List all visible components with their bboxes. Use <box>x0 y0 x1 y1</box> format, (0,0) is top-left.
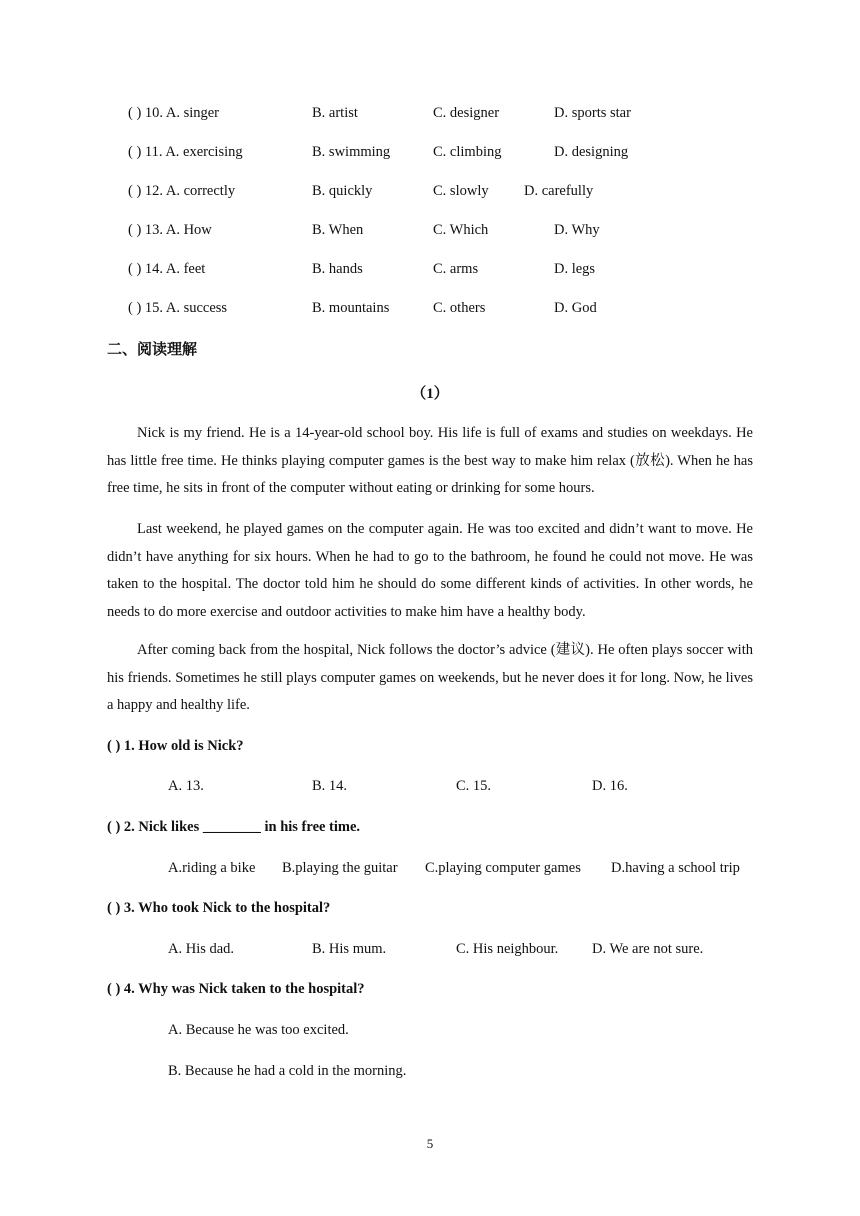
mc-option-b: B. When <box>312 222 364 238</box>
question-option: C. His neighbour. <box>456 941 559 957</box>
passage-paragraph-1: Nick is my friend. He is a 14-year-old school boy. His life is full of exams and studies on weekdays. He has little free time. He thinks playing computer games is the best way to make him relax (放松). When he has free time, he sits in front of the computer without eating or drinking for some hours. <box>107 425 753 496</box>
mc-item-12: ( ) 12. A. correctly <box>128 183 236 199</box>
mc-option-c: C. slowly <box>433 183 489 199</box>
mc-option-d: D. Why <box>554 222 600 238</box>
question-option: A. His dad. <box>168 941 235 957</box>
question-option: C. 15. <box>456 778 492 794</box>
question-option: C.playing computer games <box>425 860 581 876</box>
question-option: A.riding a bike <box>168 860 256 876</box>
mc-option-c: C. arms <box>433 261 479 277</box>
section-title: 二、阅读理解 <box>107 340 198 358</box>
question-option: D.having a school trip <box>611 860 740 876</box>
question-option: A. 13. <box>168 778 204 794</box>
mc-option-c: C. designer <box>433 105 500 121</box>
mc-option-c: C. others <box>433 300 486 316</box>
question-option: A. Because he was too excited. <box>168 1022 349 1038</box>
mc-item-14: ( ) 14. A. feet <box>128 261 206 277</box>
question-option: D. 16. <box>592 778 628 794</box>
mc-item-11: ( ) 11. A. exercising <box>128 144 243 160</box>
mc-option-d: D. God <box>554 300 597 316</box>
question-option: B. Because he had a cold in the morning. <box>168 1063 407 1079</box>
question-1-stem: ( ) 1. How old is Nick? <box>107 738 244 754</box>
mc-item-13: ( ) 13. A. How <box>128 222 212 238</box>
mc-item-10: ( ) 10. A. singer <box>128 105 220 121</box>
mc-option-b: B. mountains <box>312 300 390 316</box>
mc-option-c: C. climbing <box>433 144 502 160</box>
question-option: B. 14. <box>312 778 348 794</box>
question-option: D. We are not sure. <box>592 941 704 957</box>
mc-option-c: C. Which <box>433 222 489 238</box>
mc-option-d: D. legs <box>554 261 596 277</box>
question-option: B.playing the guitar <box>282 860 398 876</box>
passage-paragraph-2: Last weekend, he played games on the computer again. He was too excited and didn’t want to move. He didn’t have anything for six hours. When he had to go to the bathroom, he found he could not move. He was taken to the hospital. The doctor told him he should do some different kinds of activities. In other words, he needs to do more exercise and outdoor activities to make him have a healthy body. <box>107 521 753 620</box>
question-3-stem: ( ) 3. Who took Nick to the hospital? <box>107 900 331 916</box>
passage-paragraph-3: After coming back from the hospital, Nick follows the doctor’s advice (建议). He often plays soccer with his friends. Sometimes he still plays computer games on weekends, but he never does it for long. Now, he lives a happy and healthy life. <box>107 642 753 713</box>
question-4-stem: ( ) 4. Why was Nick taken to the hospital? <box>107 981 365 997</box>
passage-title: （1） <box>411 386 449 402</box>
mc-option-b: B. hands <box>312 261 363 277</box>
mc-option-b: B. artist <box>312 105 358 121</box>
mc-option-d: D. carefully <box>524 183 594 199</box>
page-number: 5 <box>426 1136 434 1151</box>
mc-option-b: B. quickly <box>312 183 373 199</box>
mc-item-15: ( ) 15. A. success <box>128 300 228 316</box>
mc-option-d: D. sports star <box>554 105 631 121</box>
mc-option-d: D. designing <box>554 144 629 160</box>
question-2-stem: ( ) 2. Nick likes ________ in his free time. <box>107 819 361 835</box>
question-option: B. His mum. <box>312 941 387 957</box>
mc-option-b: B. swimming <box>312 144 391 160</box>
